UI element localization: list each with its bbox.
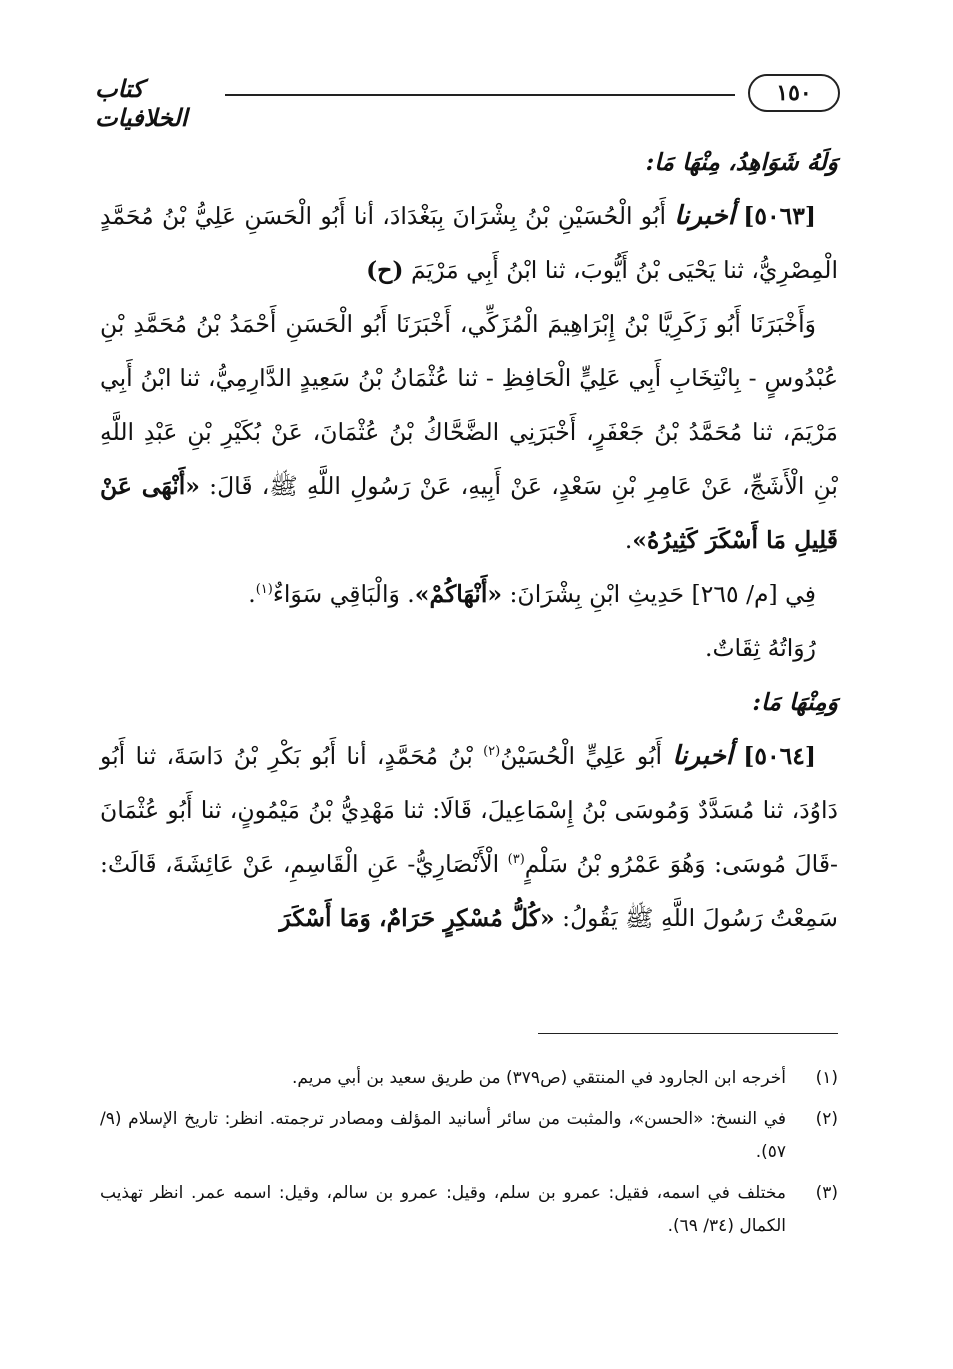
footnote-marker-2: (٢) bbox=[483, 744, 501, 760]
isnad-text: الْأَنْصَارِيُّ- عَنِ الْقَاسِمِ، عَنْ عَائِشَةَ، قَالَتْ: سَمِعْتُ رَسُولَ اللَّهِ ﷺ يَقُولُ: bbox=[100, 850, 838, 932]
header-rule bbox=[225, 94, 735, 96]
isnad-text: أَبُو عَلِيٍّ الْحُسَيْنُ bbox=[500, 742, 663, 770]
page-number: ١٥٠ bbox=[748, 74, 840, 112]
variant-word: «أَنْهَاكُمْ» bbox=[414, 580, 503, 608]
punctuation: . bbox=[248, 580, 256, 608]
variant-rest: . وَالْبَاقِي سَوَاءٌ bbox=[272, 580, 415, 608]
akhbarana-keyword: أخبرنا bbox=[674, 201, 735, 231]
footnote-marker-1: (١) bbox=[255, 582, 273, 598]
footnote-marker-3: (٣) bbox=[507, 852, 525, 868]
section-heading-minha: وَمِنْهَا مَا: bbox=[752, 688, 838, 716]
section-heading-shawahid: وَلَهُ شَوَاهِدُ، مِنْهَا مَا: bbox=[645, 148, 838, 176]
punctuation: . bbox=[624, 526, 633, 554]
isnad-text: أَبُو الْحُسَيْنِ بْنُ بِشْرَانَ بِبَغْدَادَ، أنا أَبُو الْحَسَنِ عَلِيُّ بْنُ مُحَمَّدٍ الْمِصْرِيُّ، ثنا يَحْيَى بْنُ أَيُّوبَ، ثنا ابْنُ أَبِي مَرْيَمَ bbox=[100, 202, 838, 284]
book-title: كتاب الخلافيات bbox=[95, 74, 188, 132]
tahwil-marker: (ح) bbox=[366, 256, 404, 284]
footnote-3 bbox=[100, 1177, 838, 1243]
hadith-number: [٥٠٦٣] bbox=[743, 202, 816, 230]
hadith-matn: «أَنْهَى عَنْ قَلِيلِ مَا أَسْكَرَ كَثِيرُهُ» bbox=[100, 472, 838, 554]
grading-note: رُوَاتُهُ ثِقَاتٌ. bbox=[704, 634, 816, 662]
footnote-number: (١) bbox=[815, 1068, 838, 1088]
variant-note bbox=[100, 567, 838, 621]
footnote-separator bbox=[538, 1033, 838, 1034]
footnotes bbox=[100, 1062, 838, 1251]
footnote-number: (٢) bbox=[815, 1109, 838, 1129]
footnote-text: مختلف في اسمه، فقيل: عمرو بن سلم، وقيل: عمرو بن سالم، وقيل: اسمه عمر. انظر تهذيب الكمال (٣٤/ ٦٩). bbox=[100, 1183, 786, 1236]
hadith-5063-second-isnad bbox=[100, 297, 838, 567]
hadith-5064 bbox=[100, 729, 838, 945]
footnote-text: أخرجه ابن الجارود في المنتقي (ص٣٧٩) من طريق سعيد بن أبي مريم. bbox=[292, 1068, 786, 1088]
hadith-number: [٥٠٦٤] bbox=[743, 742, 816, 770]
isnad-text: وَأَخْبَرَنَا أَبُو زَكَرِيَّا بْنُ إِبْرَاهِيمَ الْمُزَكِّي، أَخْبَرَنَا أَبُو الْحَسَنِ أَحْمَدُ بْنُ مُحَمَّدِ بْنِ عُبْدُوسٍ - بِانْتِخَابِ أَبِي عَلِيٍّ الْحَافِظِ - ثنا عُثْمَانُ بْنُ سَعِيدٍ الدَّارِمِيُّ، ثنا ابْنُ أَبِي مَرْيَمَ، ثنا مُحَمَّدُ بْنُ جَعْفَرٍ، أَخْبَرَنِي الضَّحَّاكُ بْنُ عُثْمَانَ، عَنْ بُكَيْرِ بْنِ عَبْدِ اللَّهِ بْنِ الْأَشَجِّ، عَنْ عَامِرِ بْنِ سَعْدٍ، عَنْ أَبِيهِ، عَنْ رَسُولِ اللَّهِ ﷺ، قَالَ: bbox=[100, 310, 839, 500]
main-text bbox=[100, 135, 838, 945]
page-header bbox=[95, 70, 840, 132]
hadith-matn: «كُلُّ مُسْكِرٍ حَرَامٌ، وَمَا أَسْكَرَ bbox=[279, 904, 555, 932]
isnad-text: بْنُ مُحَمَّدٍ، أنا أَبُو بَكْرِ بْنُ دَاسَةَ، ثنا أَبُو دَاوُدَ، ثنا مُسَدَّدٌ وَمُوسَى بْنُ إِسْمَاعِيلَ، قَالَا: ثنا مَهْدِيُّ بْنُ مَيْمُونٍ، ثنا أَبُو عُثْمَانَ -قَالَ مُوسَى: وَهُوَ عَمْرُو بْنُ سَلْمٍ bbox=[100, 742, 838, 878]
footnote-2 bbox=[100, 1103, 838, 1169]
hadith-5063 bbox=[100, 189, 838, 297]
akhbarana-keyword: أخبرنا bbox=[672, 741, 733, 771]
footnote-text: في النسخ: «الحسن»، والمثبت من سائر أسانيد المؤلف ومصادر ترجمته. انظر: تاريخ الإسلام (٩/ ٥٧). bbox=[100, 1109, 786, 1162]
variant-text: فِي [م/ ٢٦٥] حَدِيثِ ابْنِ بِشْرَانَ: bbox=[509, 580, 816, 608]
footnote-1 bbox=[100, 1062, 838, 1095]
footnote-number: (٣) bbox=[815, 1183, 838, 1203]
